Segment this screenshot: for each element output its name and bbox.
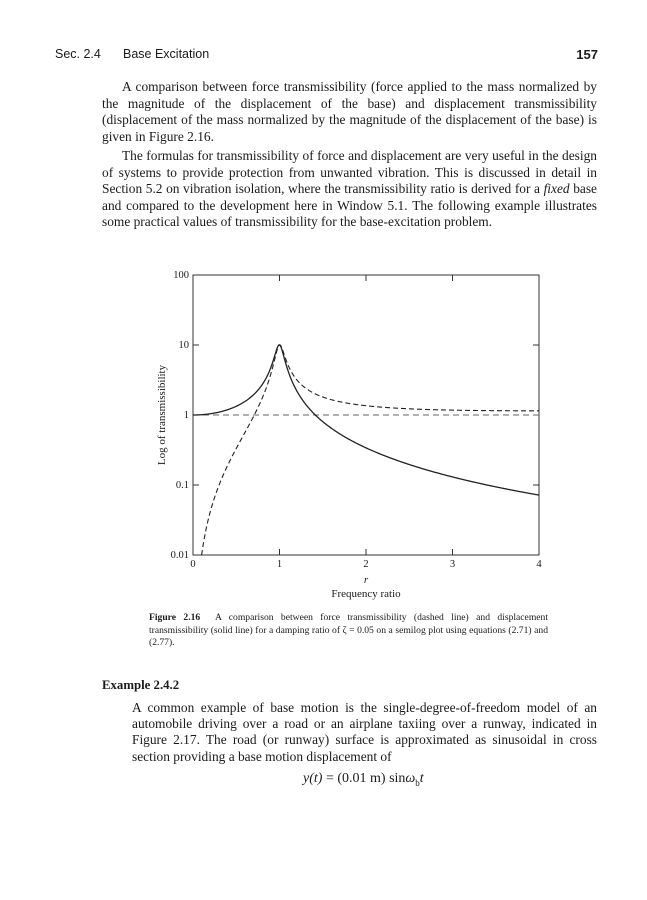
equation-amplitude: (0.01 m) xyxy=(337,771,386,786)
page-number: 157 xyxy=(576,47,598,62)
equation xyxy=(303,771,424,788)
paragraph-1 xyxy=(102,79,597,145)
page-header xyxy=(55,47,598,65)
paragraph-2 xyxy=(102,148,597,231)
figure-label: Figure 2.16 xyxy=(149,612,201,623)
x-tick-label-2: 2 xyxy=(363,559,369,570)
equation-lhs: y(t) xyxy=(303,771,323,786)
section-number: Sec. 2.4 xyxy=(55,47,101,61)
y-tick-label-4: 100 xyxy=(173,270,189,281)
example-heading: Example 2.4.2 xyxy=(102,678,180,692)
x-tick-label-0: 0 xyxy=(190,559,196,570)
tick-labels xyxy=(171,270,543,570)
paragraph-2-part-a: The formulas for transmissibility of force and displacement are very useful in the design of systems to provide protection from unwanted vibration. This is discussed in detail in Section 5.2 on vibration isolation, where the transmissibility ratio is derived for a xyxy=(102,148,597,197)
transmissibility-chart xyxy=(135,265,555,605)
equation-eq: = xyxy=(325,771,334,786)
y-tick-label-0: 0.01 xyxy=(170,550,189,561)
paragraph-2-part-b: base and compared to the development here in Window 5.1. The following example illustrates some practical values of transmissibility for the base-excitation problem. xyxy=(102,181,597,230)
paragraph-2-text xyxy=(102,148,597,231)
figure-caption xyxy=(149,612,548,650)
caption-text: A comparison between force transmissibility (dashed line) and displacement transmissibility (solid line) for a damping ratio of ζ = 0.05 on a semilog plot using equations (2.71) and (2.77). xyxy=(149,612,548,648)
displacement-transmissibility-line xyxy=(193,345,539,495)
y-axis-label: Log of transmissibility xyxy=(156,364,168,466)
y-tick-label-2: 1 xyxy=(183,410,189,421)
equation-omega: ω xyxy=(405,771,416,786)
equation-var: t xyxy=(419,771,424,786)
equation-func: sin xyxy=(389,771,406,786)
y-tick-label-3: 10 xyxy=(178,340,189,351)
paragraph-1-text: A comparison between force transmissibility (force applied to the mass normalized by the magnitude of the displacement of the base) and displacement transmissibility (displacement of the mass normalized by the magnitude of the displacement of the base) is given in Figure 2.16. xyxy=(102,79,597,144)
paragraph-2-italic: fixed xyxy=(543,181,570,197)
section-title: Base Excitation xyxy=(123,47,210,61)
example-text: A common example of base motion is the single-degree-of-freedom model of an automobile driving over a road or an airplane taxiing over a runway, indicated in Figure 2.17. The road (or runway) surface is approximated as sinusoidal in cross section providing a base motion displacement of xyxy=(132,700,597,764)
y-tick-label-1: 0.1 xyxy=(175,480,189,491)
x-tick-label-1: 1 xyxy=(276,559,283,570)
x-tick-label-3: 3 xyxy=(449,559,456,570)
x-tick-label-4: 4 xyxy=(536,559,542,570)
x-axis-symbol: r xyxy=(363,574,369,586)
x-axis-label: Frequency ratio xyxy=(331,588,401,600)
equation-sub: b xyxy=(415,777,420,788)
